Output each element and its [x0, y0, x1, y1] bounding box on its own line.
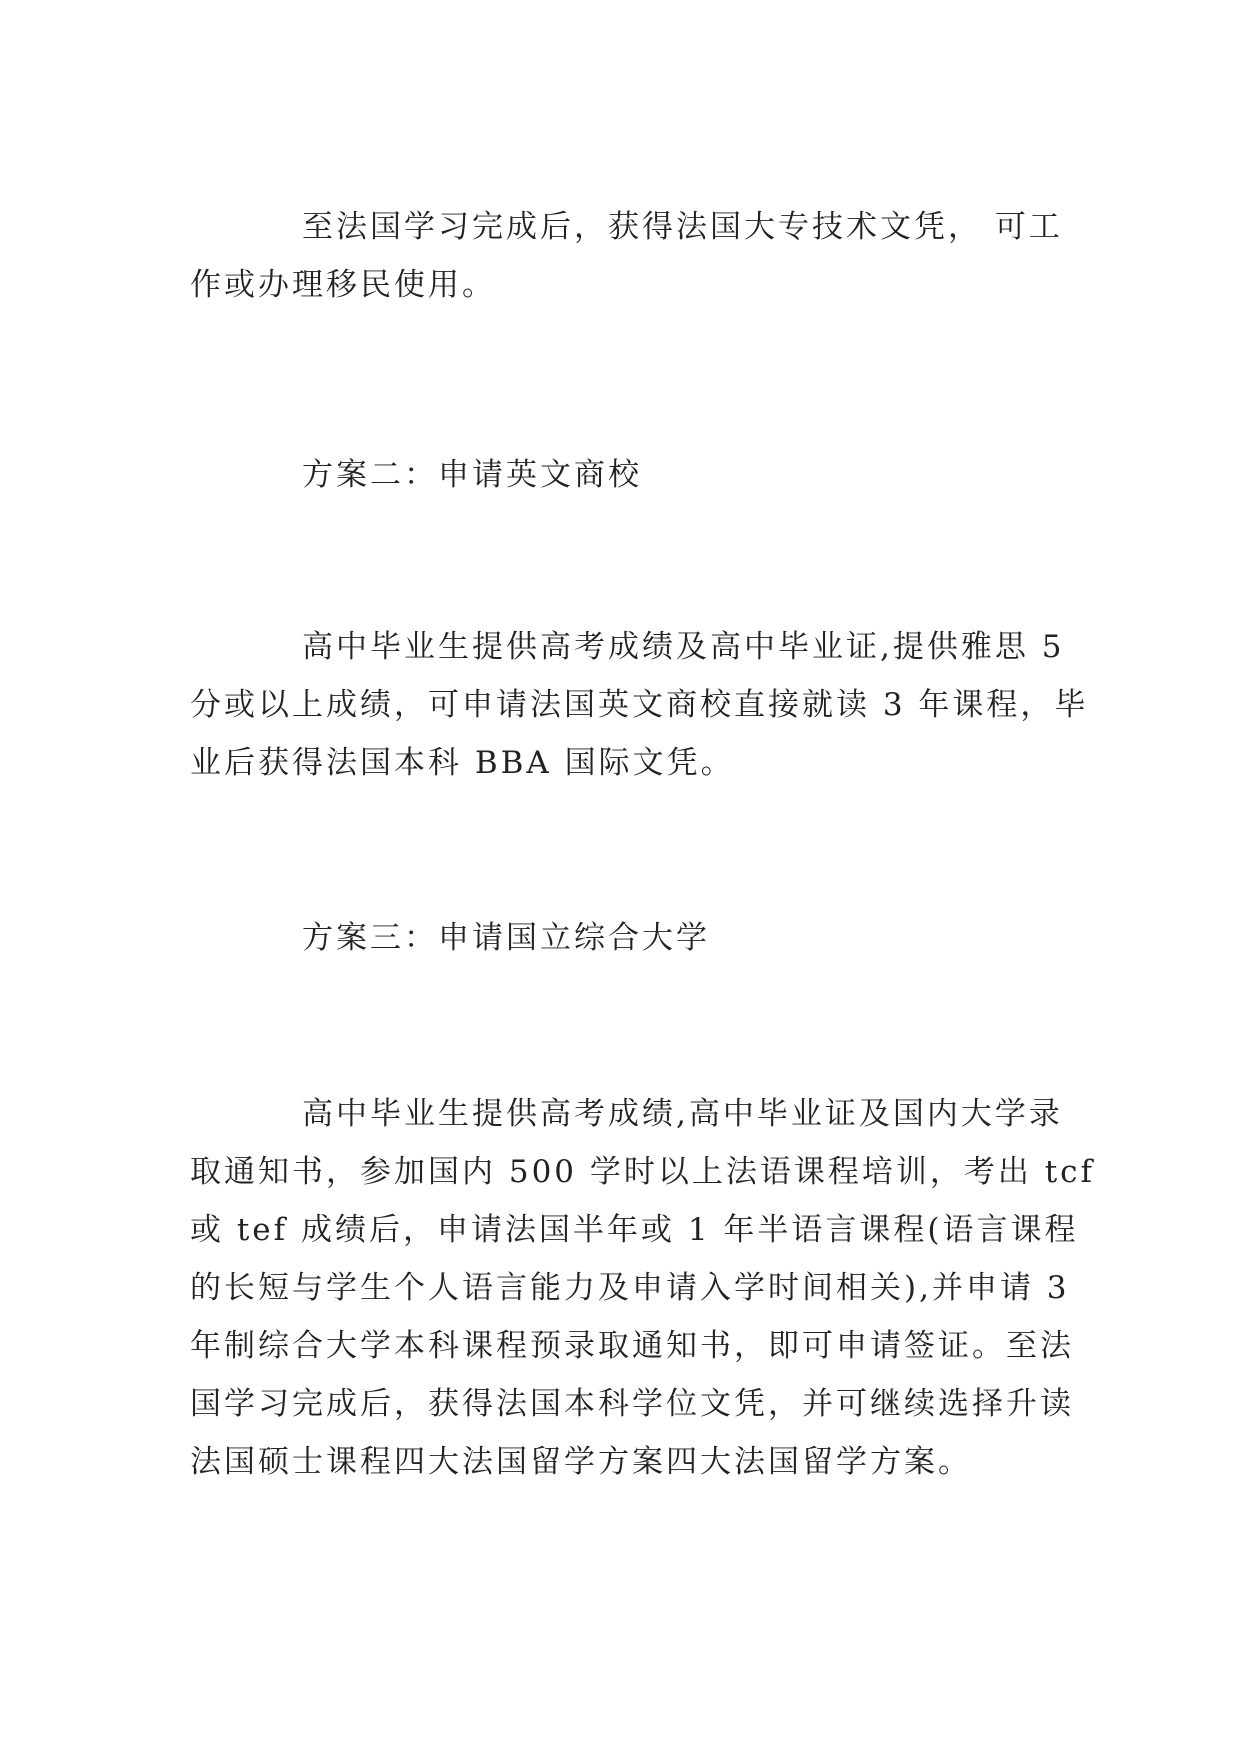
paragraph-line: 的长短与学生个人语言能力及申请入学时间相关),并申请 3 [190, 1270, 1070, 1306]
paragraph-line: 至法国学习完成后，获得法国大专技术文凭， 可工 [302, 209, 1063, 245]
heading-plan-two: 方案二：申请英文商校 [302, 457, 642, 493]
paragraph-public-university [190, 1085, 1096, 1491]
paragraph-english-business-school [190, 618, 1089, 792]
paragraph-line: 分或以上成绩，可申请法国英文商校直接就读 3 年课程，毕 [190, 687, 1089, 723]
heading-plan-three: 方案三：申请国立综合大学 [302, 920, 710, 956]
paragraph-line: 法国硕士课程四大法国留学方案四大法国留学方案。 [190, 1444, 972, 1480]
paragraph-line: 国学习完成后，获得法国本科学位文凭，并可继续选择升读 [190, 1386, 1074, 1422]
paragraph-line: 年制综合大学本科课程预录取通知书，即可申请签证。至法 [190, 1328, 1074, 1364]
paragraph-line: 业后获得法国本科 BBA 国际文凭。 [190, 745, 735, 781]
paragraph-line: 高中毕业生提供高考成绩,高中毕业证及国内大学录 [302, 1096, 1063, 1132]
paragraph-line: 或 tef 成绩后，申请法国半年或 1 年半语言课程(语言课程 [190, 1212, 1079, 1248]
paragraph-line: 高中毕业生提供高考成绩及高中毕业证,提供雅思 5 [302, 629, 1065, 665]
paragraph-line: 作或办理移民使用。 [190, 267, 496, 303]
paragraph-line: 取通知书，参加国内 500 学时以上法语课程培训，考出 tcf [190, 1154, 1096, 1190]
paragraph-diploma-outcome [190, 198, 1063, 314]
